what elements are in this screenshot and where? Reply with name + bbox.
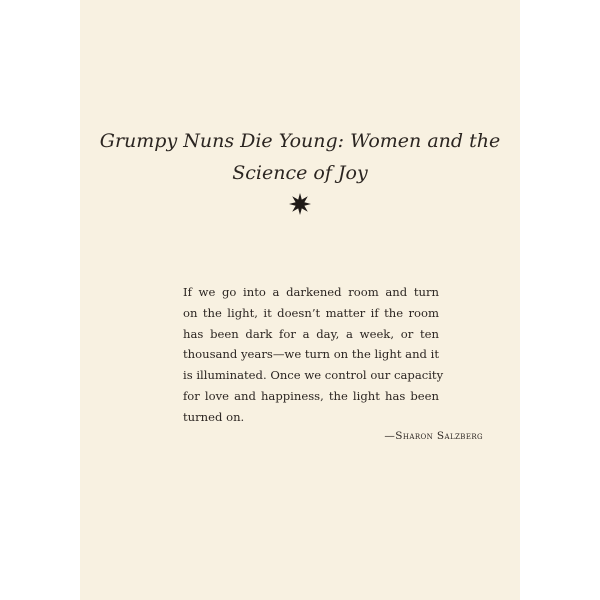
quote-attribution: —Sharon Salzberg xyxy=(384,430,483,442)
quote-line: is illuminated. Once we control our capacity xyxy=(183,368,444,383)
quote-line: for love and happiness, the light has been xyxy=(183,388,439,403)
quote-line: If we go into a darkened room and turn xyxy=(183,285,439,299)
eight-pointed-star-icon xyxy=(289,193,311,215)
book-page xyxy=(80,0,520,600)
epigraph-quote xyxy=(183,282,444,428)
quote-line: turned on. xyxy=(183,409,245,424)
quote-line: has been dark for a day, a week, or ten xyxy=(183,326,439,341)
chapter-title-line-1: Grumpy Nuns Die Young: Women and the xyxy=(99,130,501,152)
chapter-title xyxy=(80,125,520,189)
chapter-title-line-2: Science of Joy xyxy=(232,162,368,184)
quote-line: thousand years—we turn on the light and it xyxy=(183,347,440,362)
quote-line: on the light, it doesn’t matter if the room xyxy=(183,305,439,320)
